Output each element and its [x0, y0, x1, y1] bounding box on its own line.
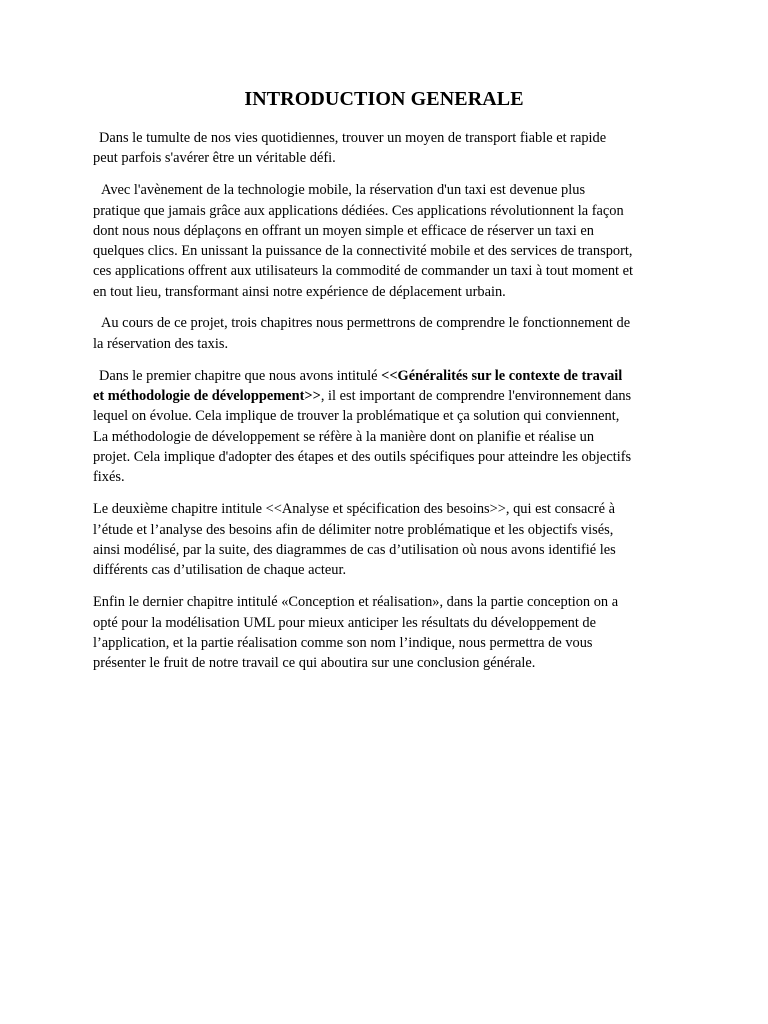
paragraph-3-line-1: Au cours de ce projet, trois chapitres nous permettrons de comprendre le fonctionnement de: [101, 315, 631, 331]
paragraph-2-line-6: en tout lieu, transformant ainsi notre expérience de déplacement urbain.: [93, 284, 506, 300]
paragraph-6-line-4: présenter le fruit de notre travail ce qui aboutira sur une conclusion générale.: [93, 655, 536, 671]
paragraph-1-line-2: peut parfois s'avérer être un véritable défi.: [93, 150, 336, 166]
page-title: INTRODUCTION GENERALE: [244, 88, 524, 110]
paragraph-3-line-2: la réservation des taxis.: [93, 336, 229, 352]
paragraph-2-line-4: quelques clics. En unissant la puissance de la connectivité mobile et des services de transport,: [93, 243, 633, 259]
paragraph-2-line-1: Avec l'avènement de la technologie mobile, la réservation d'un taxi est devenue plus: [101, 182, 586, 198]
paragraph-4-line-6: fixés.: [93, 469, 125, 485]
paragraph-4-line-3: lequel on évolue. Cela implique de trouver la problématique et ça solution qui conviennent,: [93, 408, 620, 424]
paragraph-4-line-2: [93, 386, 631, 406]
paragraph-2-line-5: ces applications offrent aux utilisateurs la commodité de commander un taxi à tout moment et: [93, 263, 634, 279]
paragraph-2-line-3: dont nous nous déplaçons en offrant un moyen simple et efficace de réserver un taxi en: [93, 223, 594, 239]
paragraph-6-line-3: l’application, et la partie réalisation comme son nom l’indique, nous permettra de vous: [93, 635, 593, 651]
paragraph-1-line-1: Dans le tumulte de nos vies quotidiennes, trouver un moyen de transport fiable et rapide: [99, 130, 607, 146]
paragraph-2-line-2: pratique que jamais grâce aux applications dédiées. Ces applications révolutionnent la façon: [93, 203, 624, 219]
paragraph-4-line-5: projet. Cela implique d'adopter des étapes et des outils spécifiques pour atteindre les objectifs: [93, 449, 632, 465]
paragraph-5-line-3: ainsi modélisé, par la suite, des diagrammes de cas d’utilisation où nous avons identifié les: [93, 542, 616, 558]
paragraph-6-line-1: Enfin le dernier chapitre intitulé «Conception et réalisation», dans la partie conception on a: [93, 594, 619, 610]
chapter-1-title-part-2: et méthodologie de développement>>: [93, 388, 321, 404]
paragraph-5-line-4: différents cas d’utilisation de chaque acteur.: [93, 562, 347, 578]
paragraph-5-line-1: Le deuxième chapitre intitule <<Analyse et spécification des besoins>>, qui est consacré à: [93, 501, 615, 517]
paragraph-5-line-2: l’étude et l’analyse des besoins afin de délimiter notre problématique et les objectifs visés,: [93, 522, 614, 538]
paragraph-4-line-2-text: , il est important de comprendre l'environnement dans: [320, 388, 632, 404]
paragraph-4-line-1: [99, 366, 622, 386]
paragraph-4-line-1-text: Dans le premier chapitre que nous avons intitulé: [99, 368, 382, 384]
chapter-1-title-part-1: <<Généralités sur le contexte de travail: [381, 368, 623, 384]
paragraph-4-line-4: La méthodologie de développement se réfère à la manière dont on planifie et réalise un: [93, 429, 595, 445]
paragraph-6-line-2: opté pour la modélisation UML pour mieux anticiper les résultats du développement de: [93, 615, 597, 631]
